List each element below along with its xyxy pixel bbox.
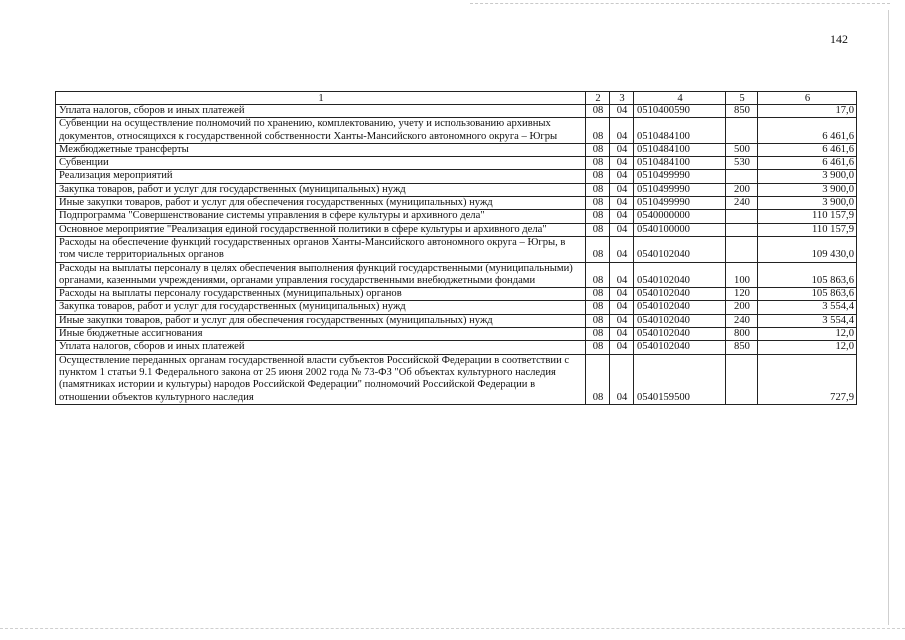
row-vr-cell [726, 210, 758, 223]
row-sum-cell: 105 863,6 [758, 262, 857, 288]
row-vr-cell: 200 [726, 183, 758, 196]
row-sum-cell: 12,0 [758, 328, 857, 341]
scan-edge-right [888, 10, 889, 625]
table-row [56, 301, 857, 314]
row-razdel-cell: 08 [586, 236, 610, 262]
row-podrazdel-cell: 04 [610, 157, 634, 170]
row-name-cell: Подпрограмма "Совершенствование системы управления в сфере культуры и архивного дела" [56, 210, 586, 223]
row-razdel-cell: 08 [586, 328, 610, 341]
header-cell-vr: 5 [726, 92, 758, 105]
row-sum-cell: 110 157,9 [758, 223, 857, 236]
scan-edge-top [470, 3, 890, 4]
table-row [56, 105, 857, 118]
row-razdel-cell: 08 [586, 262, 610, 288]
row-vr-cell: 100 [726, 262, 758, 288]
row-name-cell: Межбюджетные трансферты [56, 143, 586, 156]
page-number: 142 [830, 32, 848, 46]
row-razdel-cell: 08 [586, 288, 610, 301]
row-sum-cell: 3 554,4 [758, 301, 857, 314]
row-csr-cell: 0540000000 [634, 210, 726, 223]
table-row [56, 354, 857, 404]
row-razdel-cell: 08 [586, 118, 610, 144]
row-csr-cell: 0540102040 [634, 341, 726, 354]
row-name-cell: Уплата налогов, сборов и иных платежей [56, 341, 586, 354]
row-razdel-cell: 08 [586, 354, 610, 404]
row-podrazdel-cell: 04 [610, 105, 634, 118]
row-name-cell: Иные закупки товаров, работ и услуг для обеспечения государственных (муниципальных) нужд [56, 314, 586, 327]
row-name-cell: Расходы на обеспечение функций государственных органов Ханты-Мансийского автономного округа – Югры, в том числе территориальных органов [56, 236, 586, 262]
row-razdel-cell: 08 [586, 197, 610, 210]
row-sum-cell: 3 900,0 [758, 183, 857, 196]
row-vr-cell: 240 [726, 314, 758, 327]
row-vr-cell: 530 [726, 157, 758, 170]
table-row [56, 197, 857, 210]
row-csr-cell: 0540159500 [634, 354, 726, 404]
row-razdel-cell: 08 [586, 223, 610, 236]
row-razdel-cell: 08 [586, 341, 610, 354]
row-sum-cell: 109 430,0 [758, 236, 857, 262]
table-row [56, 262, 857, 288]
row-podrazdel-cell: 04 [610, 341, 634, 354]
row-vr-cell: 850 [726, 105, 758, 118]
row-csr-cell: 0510484100 [634, 118, 726, 144]
row-podrazdel-cell: 04 [610, 262, 634, 288]
row-vr-cell: 200 [726, 301, 758, 314]
row-podrazdel-cell: 04 [610, 236, 634, 262]
row-vr-cell [726, 118, 758, 144]
table-row [56, 210, 857, 223]
row-csr-cell: 0510499990 [634, 183, 726, 196]
row-vr-cell: 800 [726, 328, 758, 341]
row-csr-cell: 0540102040 [634, 262, 726, 288]
row-podrazdel-cell: 04 [610, 143, 634, 156]
row-csr-cell: 0540102040 [634, 314, 726, 327]
table-row [56, 143, 857, 156]
table-row [56, 236, 857, 262]
row-name-cell: Закупка товаров, работ и услуг для государственных (муниципальных) нужд [56, 301, 586, 314]
header-cell-sum: 6 [758, 92, 857, 105]
row-csr-cell: 0510499990 [634, 197, 726, 210]
row-name-cell: Расходы на выплаты персоналу в целях обеспечения выполнения функций государственными (муниципальными) органами, казенными учреждениями, органами управления государственными внебюджетными фондами [56, 262, 586, 288]
row-sum-cell: 6 461,6 [758, 143, 857, 156]
row-podrazdel-cell: 04 [610, 328, 634, 341]
header-cell-podrazdel: 3 [610, 92, 634, 105]
row-name-cell: Субвенции на осуществление полномочий по хранению, комплектованию, учету и использованию архивных документов, относящихся к государственной собственности Ханты-Мансийского автономного округа – Югры [56, 118, 586, 144]
table-row [56, 118, 857, 144]
row-razdel-cell: 08 [586, 170, 610, 183]
table-row [56, 223, 857, 236]
row-vr-cell: 120 [726, 288, 758, 301]
row-razdel-cell: 08 [586, 301, 610, 314]
row-name-cell: Основное мероприятие "Реализация единой государственной политики в сфере культуры и архивного дела" [56, 223, 586, 236]
row-podrazdel-cell: 04 [610, 301, 634, 314]
row-razdel-cell: 08 [586, 105, 610, 118]
row-csr-cell: 0510499990 [634, 170, 726, 183]
row-podrazdel-cell: 04 [610, 314, 634, 327]
row-vr-cell: 500 [726, 143, 758, 156]
row-sum-cell: 3 900,0 [758, 197, 857, 210]
row-csr-cell: 0540102040 [634, 301, 726, 314]
header-cell-name: 1 [56, 92, 586, 105]
row-vr-cell: 850 [726, 341, 758, 354]
row-csr-cell: 0540102040 [634, 288, 726, 301]
row-sum-cell: 17,0 [758, 105, 857, 118]
table-row [56, 328, 857, 341]
table-row [56, 314, 857, 327]
row-sum-cell: 12,0 [758, 341, 857, 354]
row-name-cell: Уплата налогов, сборов и иных платежей [56, 105, 586, 118]
table-row [56, 341, 857, 354]
row-razdel-cell: 08 [586, 183, 610, 196]
row-podrazdel-cell: 04 [610, 197, 634, 210]
row-csr-cell: 0510484100 [634, 157, 726, 170]
row-name-cell: Субвенции [56, 157, 586, 170]
row-csr-cell: 0510484100 [634, 143, 726, 156]
row-csr-cell: 0510400590 [634, 105, 726, 118]
row-name-cell: Иные закупки товаров, работ и услуг для обеспечения государственных (муниципальных) нужд [56, 197, 586, 210]
row-sum-cell: 727,9 [758, 354, 857, 404]
row-vr-cell [726, 354, 758, 404]
row-podrazdel-cell: 04 [610, 354, 634, 404]
row-csr-cell: 0540102040 [634, 236, 726, 262]
table-row [56, 157, 857, 170]
table-header-row [56, 92, 857, 105]
row-sum-cell: 3 900,0 [758, 170, 857, 183]
row-vr-cell: 240 [726, 197, 758, 210]
row-name-cell: Осуществление переданных органам государственной власти субъектов Российской Федерации в соответствии с пунктом 1 статьи 9.1 Федерального закона от 25 июня 2002 года № 73-ФЗ "Об объектах культурного наследия (памятниках истории и культуры) народов Российской Федерации" полномочий Российской Федерации в отношении объектов культурного наследия [56, 354, 586, 404]
row-name-cell: Иные бюджетные ассигнования [56, 328, 586, 341]
header-cell-csr: 4 [634, 92, 726, 105]
table-row [56, 183, 857, 196]
header-cell-razdel: 2 [586, 92, 610, 105]
row-csr-cell: 0540102040 [634, 328, 726, 341]
row-csr-cell: 0540100000 [634, 223, 726, 236]
scan-edge-bottom [0, 628, 905, 629]
row-sum-cell: 3 554,4 [758, 314, 857, 327]
row-sum-cell: 6 461,6 [758, 118, 857, 144]
row-name-cell: Реализация мероприятий [56, 170, 586, 183]
row-sum-cell: 110 157,9 [758, 210, 857, 223]
row-podrazdel-cell: 04 [610, 288, 634, 301]
row-razdel-cell: 08 [586, 143, 610, 156]
row-name-cell: Закупка товаров, работ и услуг для государственных (муниципальных) нужд [56, 183, 586, 196]
row-sum-cell: 105 863,6 [758, 288, 857, 301]
row-podrazdel-cell: 04 [610, 118, 634, 144]
budget-table [55, 91, 857, 405]
row-razdel-cell: 08 [586, 157, 610, 170]
row-podrazdel-cell: 04 [610, 183, 634, 196]
row-razdel-cell: 08 [586, 210, 610, 223]
row-sum-cell: 6 461,6 [758, 157, 857, 170]
table-row [56, 288, 857, 301]
row-name-cell: Расходы на выплаты персоналу государственных (муниципальных) органов [56, 288, 586, 301]
row-vr-cell [726, 236, 758, 262]
row-vr-cell [726, 170, 758, 183]
row-podrazdel-cell: 04 [610, 170, 634, 183]
row-vr-cell [726, 223, 758, 236]
row-podrazdel-cell: 04 [610, 210, 634, 223]
row-podrazdel-cell: 04 [610, 223, 634, 236]
table-row [56, 170, 857, 183]
row-razdel-cell: 08 [586, 314, 610, 327]
